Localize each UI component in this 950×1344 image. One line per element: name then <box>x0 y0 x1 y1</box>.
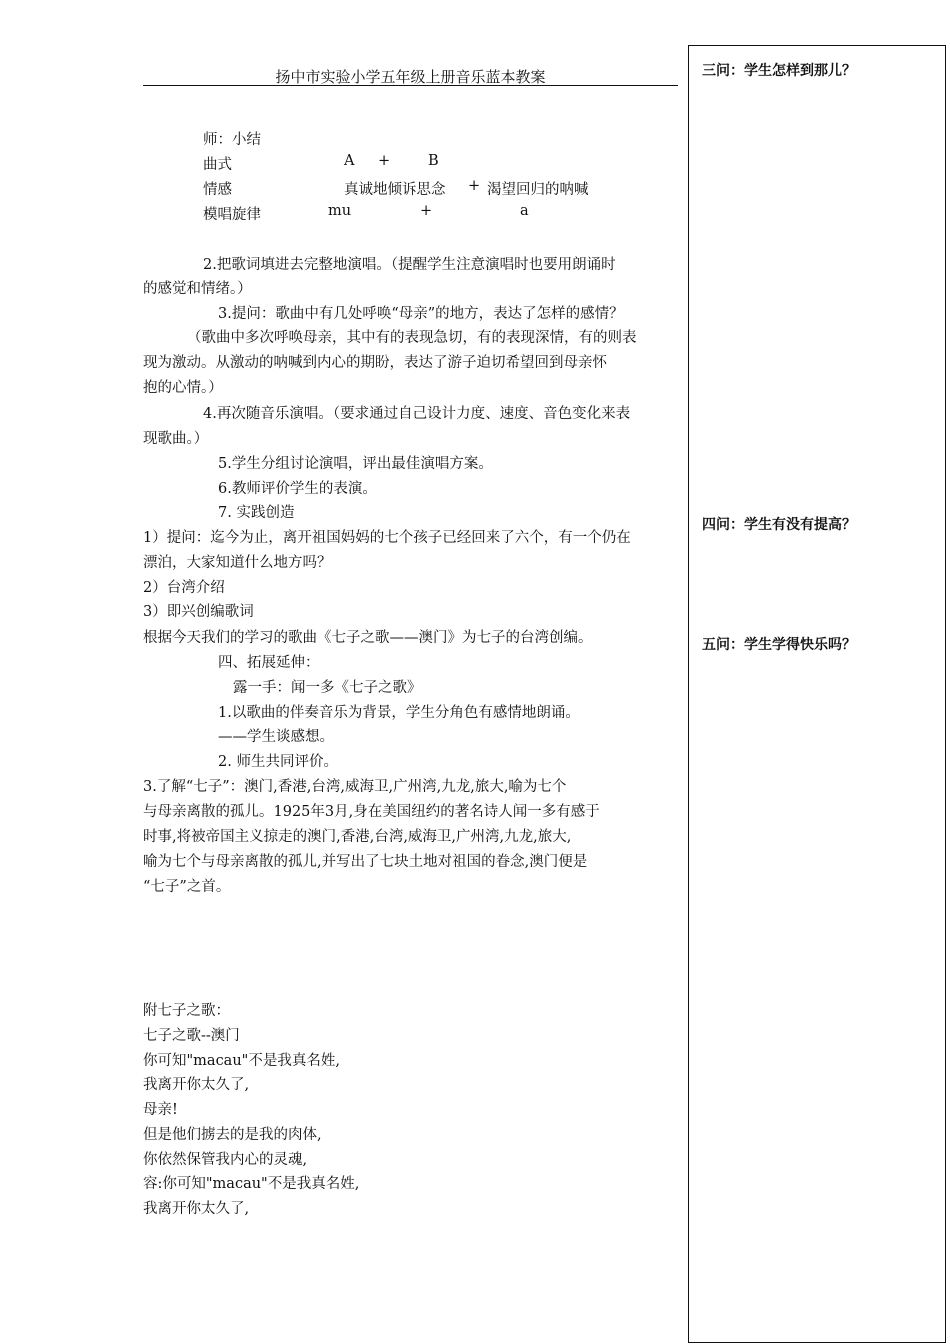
section-heading: 四、拓展延伸： <box>218 655 320 671</box>
summary-row-op: + <box>420 203 433 219</box>
body-line: 1）提问：迄今为止，离开祖国妈妈的七个孩子已经回来了六个，有一个仍在 <box>143 530 631 546</box>
summary-row-name: 情感 <box>203 182 232 198</box>
header-rule <box>143 85 678 86</box>
body-line: 抱的心情。） <box>143 380 223 396</box>
question-5: 五问：学生学得快乐吗？ <box>702 637 856 653</box>
summary-row-part2: 渴望回归的呐喊 <box>487 182 589 198</box>
summary-row-part1: 真诚地倾诉思念 <box>344 182 446 198</box>
question-4: 四问：学生有没有提高？ <box>702 517 856 533</box>
body-line: 3）即兴创编歌词 <box>143 604 254 620</box>
body-line: 3.了解“七子”：澳门,香港,台湾,威海卫,广州湾,九龙,旅大,喻为七个 <box>143 779 567 795</box>
body-line: 1.以歌曲的伴奏音乐为背景，学生分角色有感情地朗诵。 <box>218 705 580 721</box>
poem-line: 你可知"macau"不是我真名姓, <box>143 1053 340 1069</box>
poem-line: 但是他们掳去的是我的肉体, <box>143 1127 322 1143</box>
body-line: （歌曲中多次呼唤母亲，其中有的表现急切，有的表现深情，有的则表 <box>187 330 637 346</box>
summary-row-name: 模唱旋律 <box>203 207 261 223</box>
body-line: 露一手：闻一多《七子之歌》 <box>233 680 422 696</box>
body-line: “七子”之首。 <box>143 879 231 895</box>
body-line: 的感觉和情绪。） <box>143 281 252 297</box>
body-line: 5.学生分组讨论演唱，评出最佳演唱方案。 <box>218 456 493 472</box>
poem-line: 你依然保管我内心的灵魂, <box>143 1152 308 1168</box>
summary-row-part1: mu <box>328 203 352 219</box>
body-line: 现为激动。从激动的呐喊到内心的期盼，表达了游子迫切希望回到母亲怀 <box>143 355 607 371</box>
poem-title: 七子之歌--澳门 <box>143 1028 240 1044</box>
body-line: 6.教师评价学生的表演。 <box>218 481 377 497</box>
body-line: 时事,将被帝国主义掠走的澳门,香港,台湾,威海卫,广州湾,九龙,旅大, <box>143 829 572 845</box>
body-line: 2.把歌词填进去完整地演唱。（提醒学生注意演唱时也要用朗诵时 <box>203 257 616 273</box>
reflection-box <box>688 45 946 1343</box>
body-line: 喻为七个与母亲离散的孤儿,并写出了七块土地对祖国的眷念,澳门便是 <box>143 854 588 870</box>
poem-line: 容:你可知"macau"不是我真名姓, <box>143 1176 360 1192</box>
appendix-heading: 附七子之歌： <box>143 1003 230 1019</box>
body-line: 根据今天我们的学习的歌曲《七子之歌——澳门》为七子的台湾创编。 <box>143 630 593 646</box>
page-header-title: 扬中市实验小学五年级上册音乐蓝本教案 <box>275 68 546 86</box>
summary-row-part2: a <box>520 203 529 219</box>
body-line: 现歌曲。） <box>143 431 209 447</box>
body-line: 7. 实践创造 <box>218 505 295 521</box>
question-3: 三问：学生怎样到那儿？ <box>702 63 856 79</box>
poem-line: 我离开你太久了, <box>143 1201 250 1217</box>
poem-line: 我离开你太久了, <box>143 1077 250 1093</box>
summary-row-part2: B <box>428 153 439 169</box>
body-line: 4.再次随音乐演唱。（要求通过自己设计力度、速度、音色变化来表 <box>203 406 631 422</box>
body-line: 与母亲离散的孤儿。1925年3月,身在美国纽约的著名诗人闻一多有感于 <box>143 804 600 820</box>
body-line: 2. 师生共同评价。 <box>218 754 338 770</box>
summary-row-name: 曲式 <box>203 157 232 173</box>
summary-row-op: + <box>378 153 391 169</box>
summary-row-op: + <box>468 178 481 194</box>
body-line: 漂泊，大家知道什么地方吗？ <box>143 555 332 571</box>
body-line: 3.提问：歌曲中有几处呼唤“母亲”的地方，表达了怎样的感情？ <box>218 306 624 322</box>
summary-label: 师：小结 <box>203 132 261 148</box>
poem-line: 母亲! <box>143 1102 178 1118</box>
summary-row-part1: A <box>344 153 355 169</box>
body-line: ——学生谈感想。 <box>218 729 334 745</box>
body-line: 2）台湾介绍 <box>143 580 225 596</box>
